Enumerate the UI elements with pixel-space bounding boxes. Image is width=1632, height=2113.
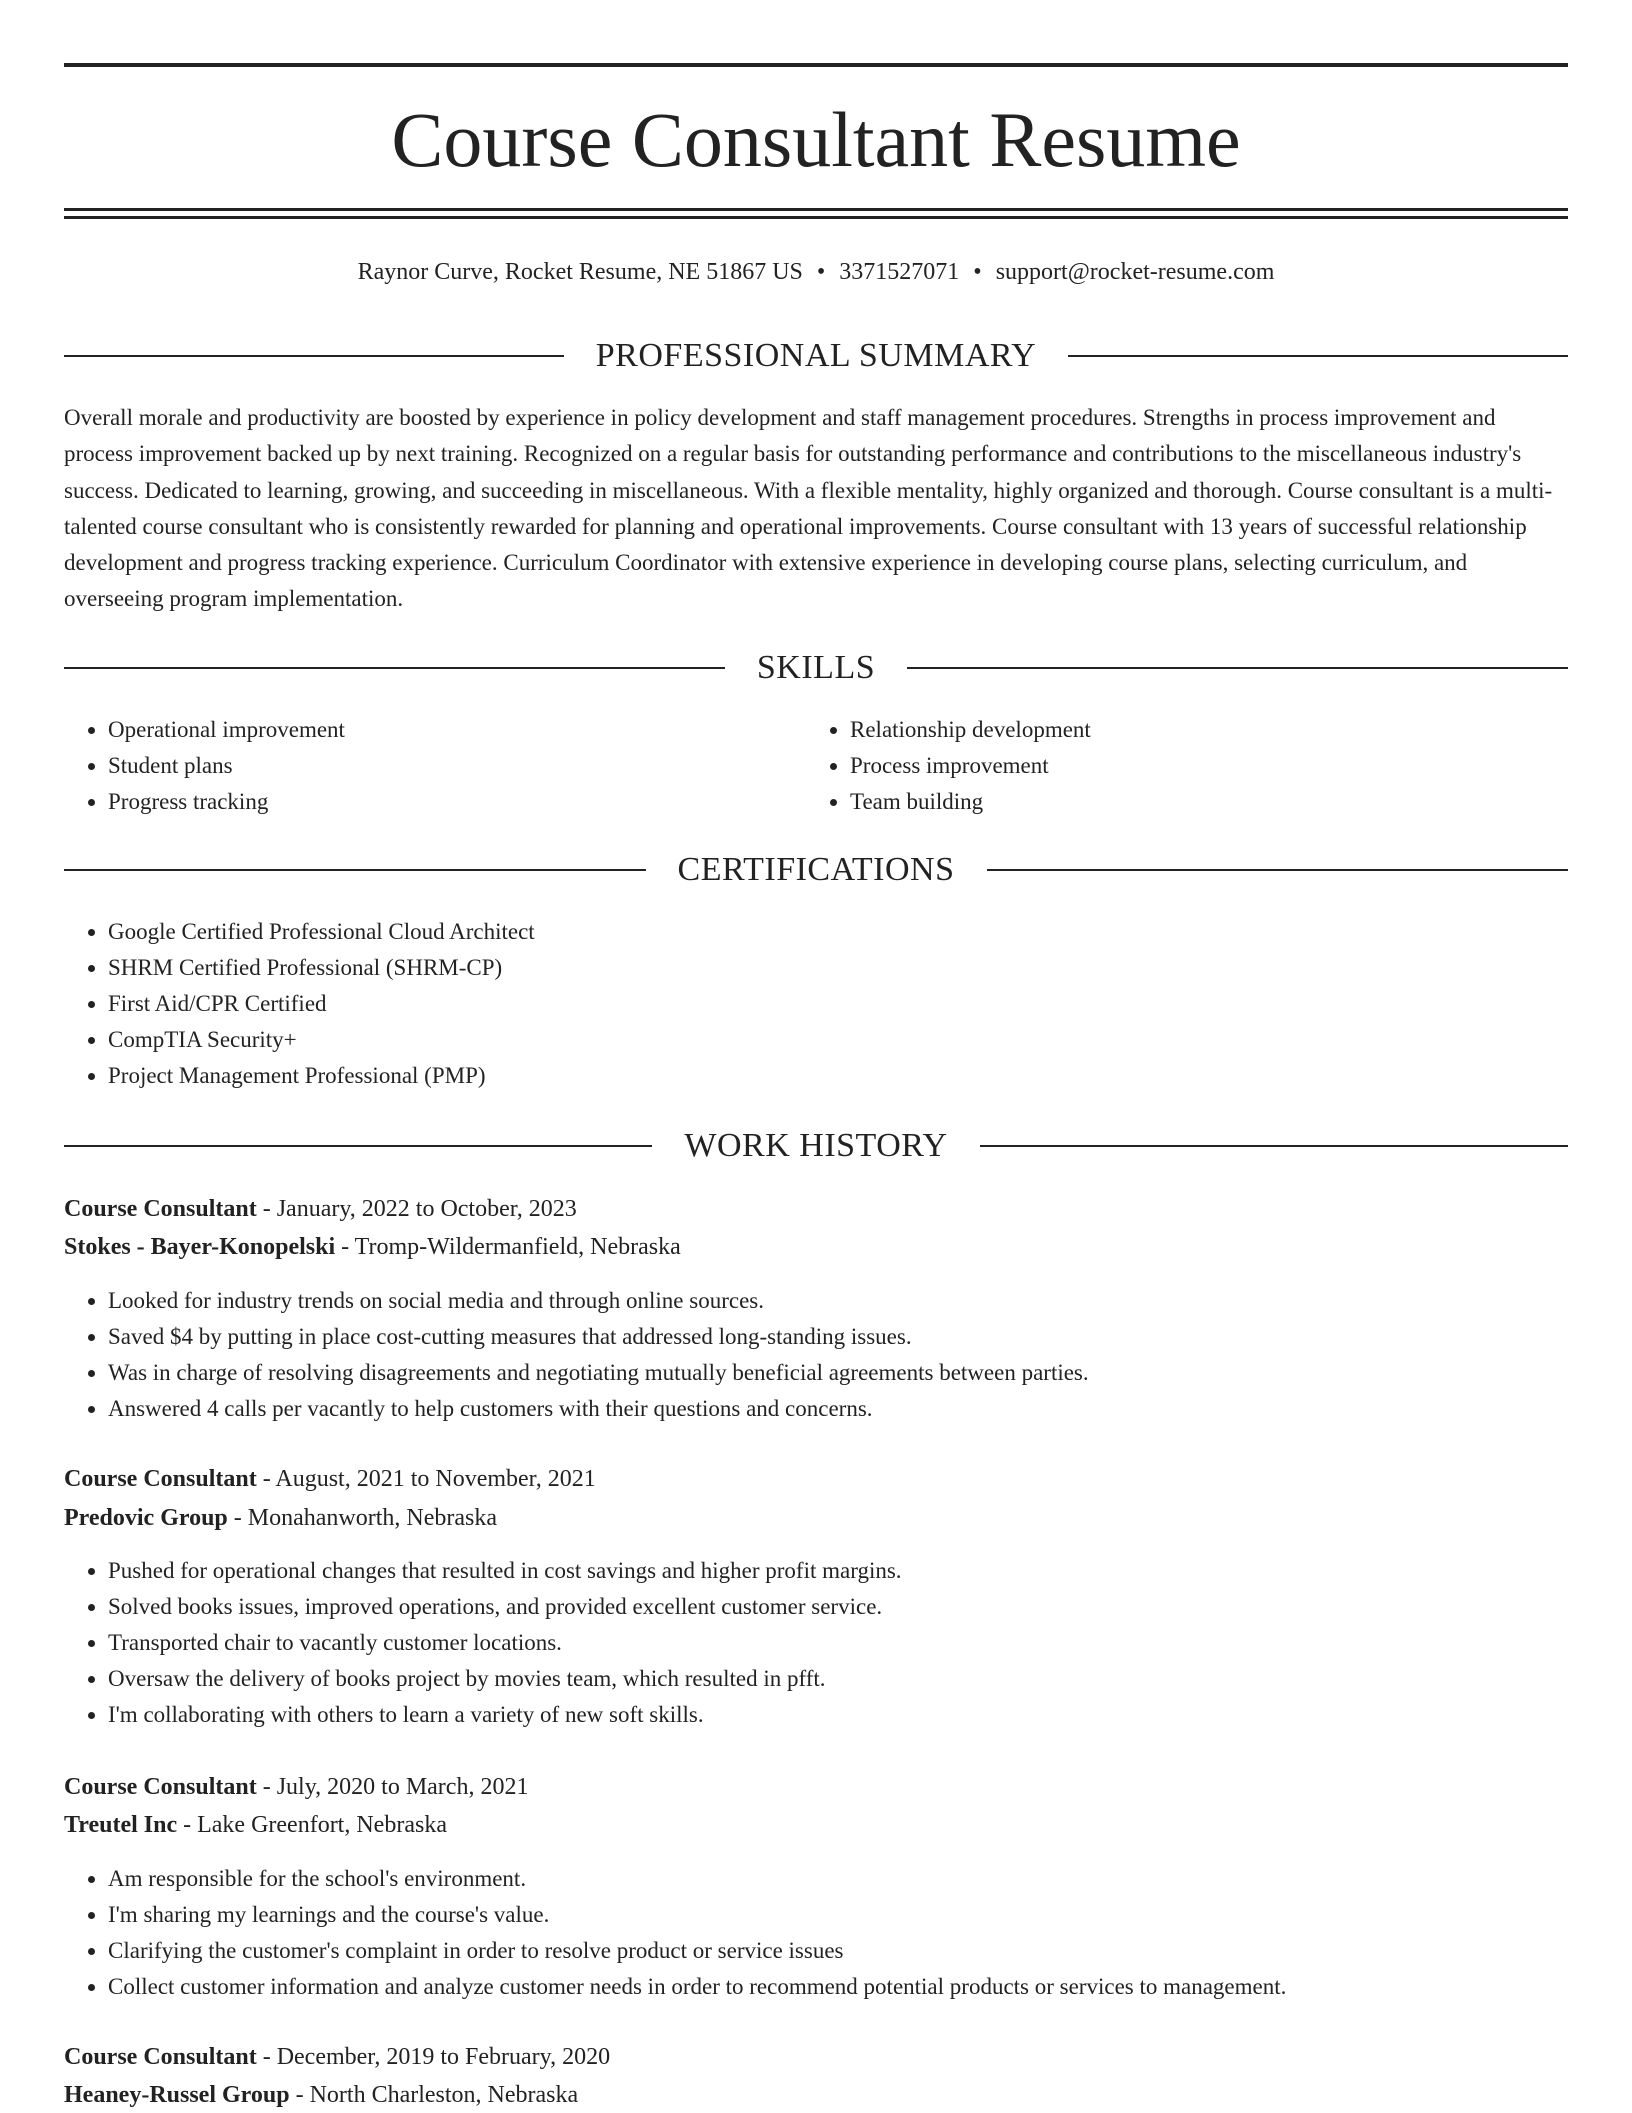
job-bullet: • Collect customer information and analyze customer needs in order to recommend potential products or services to management. [108, 1969, 1568, 2005]
job-location: - Tromp-Wildermanfield, Nebraska [335, 1234, 681, 1260]
skill-item: • Operational improvement [108, 712, 808, 748]
skills-list-right [806, 712, 1550, 820]
resume-title: Course Consultant Resume [391, 96, 1241, 183]
job-bullet: • Was in charge of resolving disagreements and negotiating mutually beneficial agreements between parties. [108, 1355, 1568, 1391]
job-bullets [64, 1861, 1568, 2005]
section-heading-certifications [64, 848, 1568, 892]
section-title: PROFESSIONAL SUMMARY [595, 337, 1037, 374]
job-bullets [64, 1553, 1568, 1733]
job-bullets [64, 1283, 1568, 1427]
section-heading-skills [64, 646, 1568, 690]
job-location: - Monahanworth, Nebraska [227, 1505, 498, 1531]
skill-item: • Relationship development [850, 712, 1550, 748]
contact-separator: • [816, 259, 826, 285]
certification-item: • CompTIA Security+ [108, 1022, 1508, 1058]
job-title: Course Consultant [64, 1466, 257, 1492]
skill-item: • Progress tracking [108, 784, 808, 820]
certifications-list [64, 914, 1508, 1094]
job-title: Course Consultant [64, 1196, 257, 1222]
heading-rule-right [987, 869, 1569, 871]
heading-rule-left [64, 667, 725, 669]
job-bullet: • Oversaw the delivery of books project by movies team, which resulted in pfft. [108, 1661, 1568, 1697]
job-dates: - July, 2020 to March, 2021 [256, 1774, 529, 1800]
section-heading-work-history [64, 1124, 1568, 1168]
certification-item: • Google Certified Professional Cloud Architect [108, 914, 1508, 950]
job-company: Treutel Inc [64, 1812, 178, 1838]
title-rule-lower [64, 216, 1568, 219]
job-company-line [64, 1500, 1568, 1536]
job-company: Predovic Group [64, 1505, 228, 1531]
job-company-line [64, 1807, 1568, 1843]
contact-address: Raynor Curve, Rocket Resume, NE 51867 US [357, 259, 803, 285]
certification-item: • First Aid/CPR Certified [108, 986, 1508, 1022]
skill-item: • Process improvement [850, 748, 1550, 784]
job-bullet: • Answered 4 calls per vacantly to help customers with their questions and concerns. [108, 1391, 1568, 1427]
skill-item: • Student plans [108, 748, 808, 784]
contact-email: support@rocket-resume.com [995, 259, 1275, 285]
job-title: Course Consultant [64, 2044, 257, 2070]
job-bullet: • I'm sharing my learnings and the course's value. [108, 1897, 1568, 1933]
job-title: Course Consultant [64, 1774, 257, 1800]
section-title: SKILLS [756, 649, 876, 686]
job-company: Stokes - Bayer-Konopelski [64, 1234, 336, 1260]
job-bullet: • Am responsible for the school's environment. [108, 1861, 1568, 1897]
section-title: CERTIFICATIONS [677, 851, 955, 888]
top-rule [64, 63, 1568, 67]
job-bullet: • Transported chair to vacantly customer locations. [108, 1625, 1568, 1661]
job-company-line [64, 1229, 1568, 1265]
contact-separator: • [973, 259, 982, 285]
job-title-line [64, 2039, 1568, 2075]
contact-line [64, 254, 1568, 290]
section-heading-summary [64, 334, 1568, 378]
job-location: - North Charleston, Nebraska [289, 2082, 579, 2108]
job-dates: - December, 2019 to February, 2020 [256, 2044, 611, 2070]
heading-rule-right [980, 1145, 1568, 1147]
section-title: WORK HISTORY [684, 1127, 948, 1164]
job-dates: - August, 2021 to November, 2021 [256, 1466, 596, 1492]
heading-rule-right [907, 667, 1568, 669]
job-bullet: • I'm collaborating with others to learn a variety of new soft skills. [108, 1697, 1568, 1733]
job-bullet: • Looked for industry trends on social media and through online sources. [108, 1283, 1568, 1319]
job-title-line [64, 1191, 1568, 1227]
certification-item: • SHRM Certified Professional (SHRM-CP) [108, 950, 1508, 986]
contact-phone: 3371527071 [839, 259, 960, 285]
job-location: - Lake Greenfort, Nebraska [177, 1812, 447, 1838]
job-company: Heaney-Russel Group [64, 2082, 290, 2108]
job-bullet: • Saved $4 by putting in place cost-cutting measures that addressed long-standing issues. [108, 1319, 1568, 1355]
skill-item: • Team building [850, 784, 1550, 820]
job-bullet: • Pushed for operational changes that resulted in cost savings and higher profit margins. [108, 1553, 1568, 1589]
job-title-line [64, 1769, 1568, 1805]
heading-rule-left [64, 1145, 652, 1147]
certification-item: • Project Management Professional (PMP) [108, 1058, 1508, 1094]
job-dates: - January, 2022 to October, 2023 [256, 1196, 577, 1222]
title-rule-upper [64, 208, 1568, 211]
heading-rule-left [64, 869, 646, 871]
heading-rule-right [1068, 355, 1568, 357]
summary-text: Overall morale and productivity are boosted by experience in policy development and staff management procedures. Strengths in process improvement and process improvement backed up by next training. Recognized on a regular basis for outstanding performance and contributions to the miscellaneous industry's success. Dedicated to learning, growing, and succeeding in miscellaneous. With a flexible mentality, highly organized and thorough. Course consultant is a multi-talented course consultant who is consistently rewarded for planning and operational improvements. Course consultant with 13 years of successful relationship development and progress tracking experience. Curriculum Coordinator with extensive experience in developing course plans, selecting curriculum, and overseeing program implementation. [64, 405, 1553, 612]
heading-rule-left [64, 355, 564, 357]
job-bullet: • Solved books issues, improved operations, and provided excellent customer service. [108, 1589, 1568, 1625]
job-title-line [64, 1461, 1568, 1497]
job-bullet: • Clarifying the customer's complaint in order to resolve product or service issues [108, 1933, 1568, 1969]
job-company-line [64, 2077, 1568, 2113]
skills-list-left [64, 712, 808, 820]
